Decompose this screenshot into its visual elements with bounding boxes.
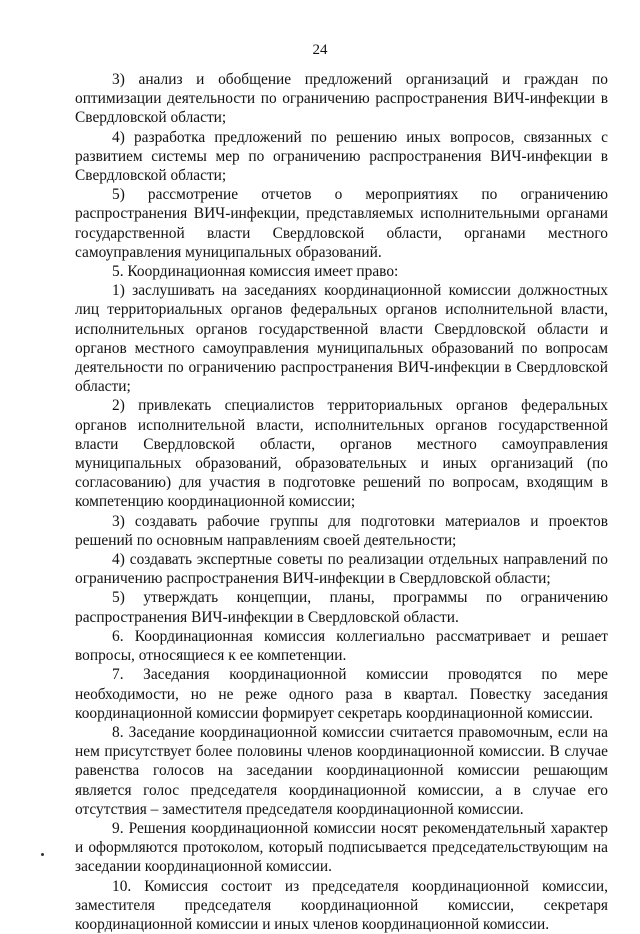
document-body	[75, 70, 608, 934]
paragraph-section-7: 7. Заседания координационной комиссии проводятся по мере необходимости, но не реже одного раза в квартал. Повестку заседания координационной комиссии формирует секретарь координационной комиссии.	[75, 666, 608, 722]
page-number: 24	[312, 42, 328, 58]
paragraph-section-6: 6. Координационная комиссия коллегиально рассматривает и решает вопросы, относящиеся к ее компетенции.	[75, 627, 608, 665]
paragraph-right-3-working-groups: 3) создавать рабочие группы для подготовки материалов и проектов решений по основным направлениям своей деятельности;	[75, 512, 608, 549]
paragraph-item-5-reports: 5) рассмотрение отчетов о мероприятиях по ограничению распространения ВИЧ-инфекции, представляемых исполнительными органами государственной власти Свердловской области, органами местного самоуправления муниципальных образований.	[75, 186, 608, 261]
paragraph-section-5-rights: 5. Координационная комиссия имеет право:	[112, 263, 399, 281]
paragraph-item-3-analysis: 3) анализ и обобщение предложений организаций и граждан по оптимизации деятельности по ограничению распространения ВИЧ-инфекции в Свердловской области;	[75, 71, 608, 127]
scan-speck-mark	[41, 853, 44, 856]
paragraph-right-4-expert-councils: 4) создавать экспертные советы по реализации отдельных направлений по ограничению распространения ВИЧ-инфекции в Свердловской области;	[75, 551, 608, 588]
paragraph-section-10: 10. Комиссия состоит из председателя координационной комиссии, заместителя председателя координационной комиссии, секретаря координационной комиссии и иных членов координационной комиссии.	[75, 877, 608, 933]
paragraph-section-9: 9. Решения координационной комиссии носят рекомендательный характер и оформляются протоколом, который подписывается председательствующим на заседании координационной комиссии.	[75, 819, 608, 876]
paragraph-right-1-hearing: 1) заслушивать на заседаниях координационной комиссии должностных лиц территориальных органов федеральных органов исполнительной власти, исполнительных органов государственной власти Свердловской области и органов местного самоуправления муниципальных образований по вопросам деятельности по ограничению распространения ВИЧ-инфекции в Свердловской области;	[75, 282, 608, 396]
paragraph-right-2-specialists: 2) привлекать специалистов территориальных органов федеральных органов исполнительной власти, исполнительных органов государственной власти Свердловской области, органов местного самоуправления муниципальных образований, образовательных и иных организаций (по согласованию) для участия в подготовке решений по вопросам, входящим в компетенцию координационной комиссии;	[75, 397, 608, 511]
paragraph-right-5-concepts: 5) утверждать концепции, планы, программы по ограничению распространения ВИЧ-инфекции в Свердловской области.	[75, 589, 608, 626]
paragraph-section-8: 8. Заседание координационной комиссии считается правомочным, если на нем присутствует более половины членов координационной комиссии. В случае равенства голосов на заседании координационной комиссии решающим является голос председателя координационной комиссии, а в случае его отсутствия – заместителя председателя координационной комиссии.	[75, 723, 608, 818]
paragraph-item-4-proposals: 4) разработка предложений по решению иных вопросов, связанных с развитием системы мер по ограничению распространения ВИЧ-инфекции в Свердловской области;	[75, 128, 608, 185]
